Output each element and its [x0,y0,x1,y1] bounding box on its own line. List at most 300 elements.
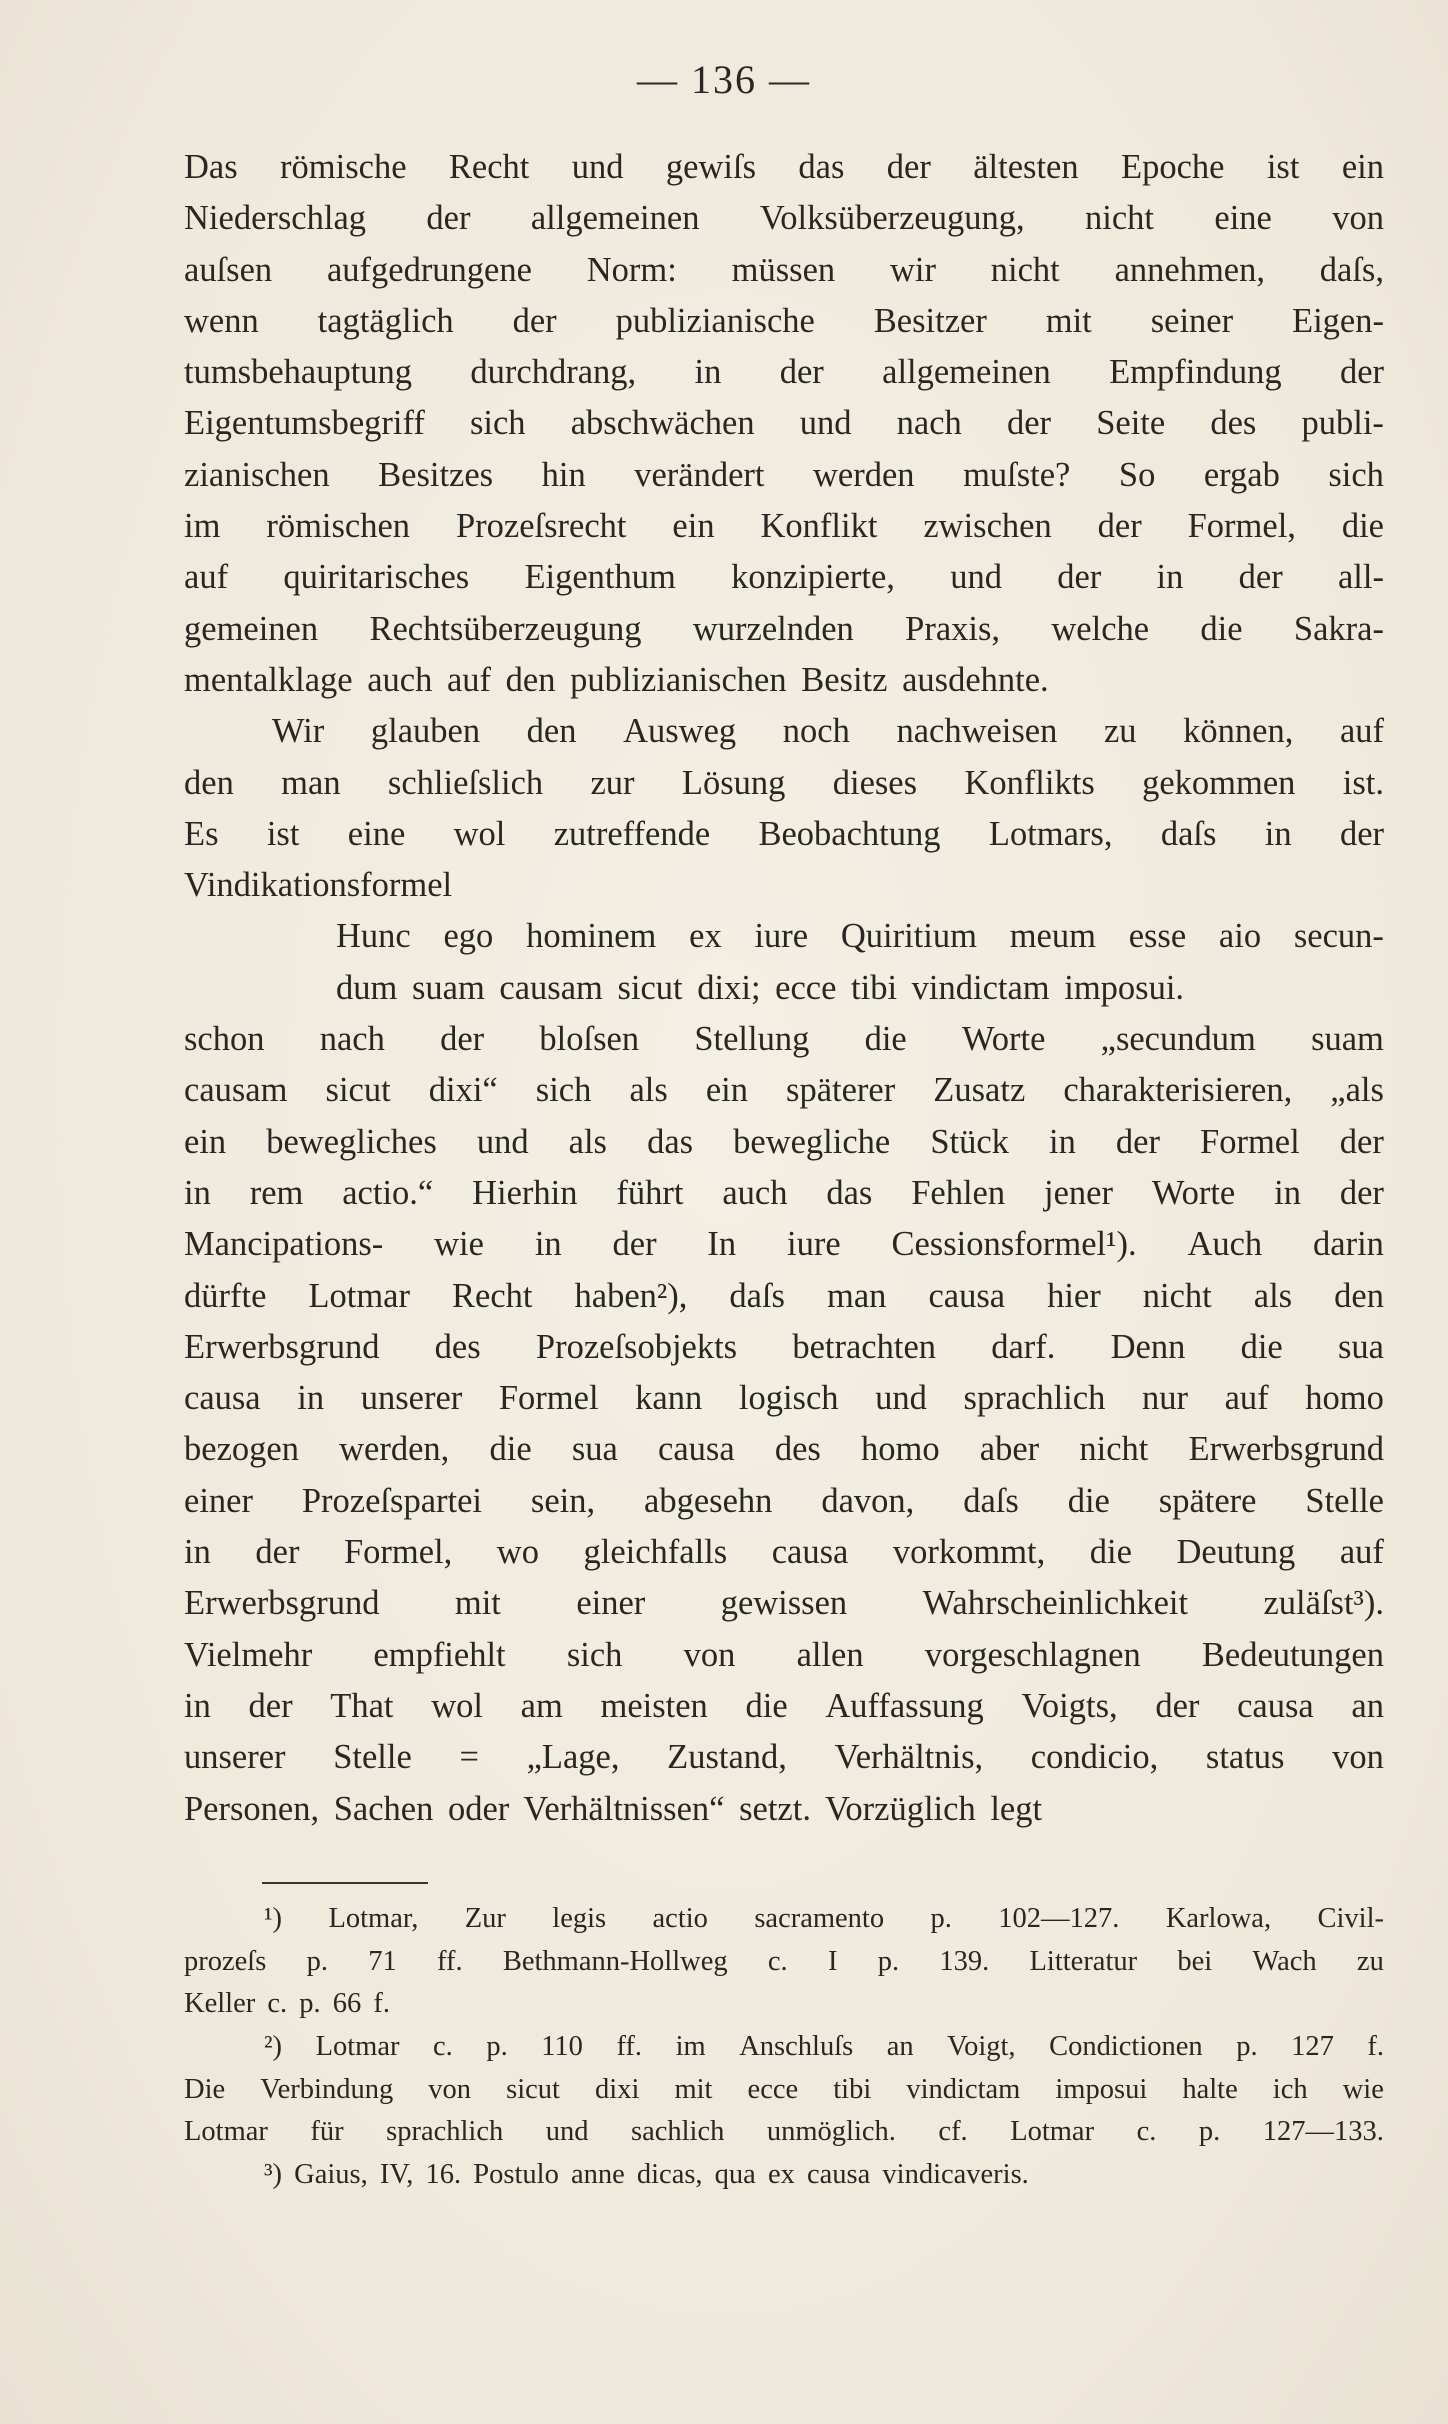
word: sich [535,1071,592,1110]
word: causa [1237,1686,1314,1725]
word: 71 [368,1945,397,1977]
word: causa [658,1430,735,1469]
word: empfiehlt [373,1635,506,1674]
word: bezogen [184,1430,299,1469]
word: sich [566,1635,623,1674]
word: sprachlich [386,2116,504,2148]
text-line [184,245,1384,296]
word: Lotmar [315,2031,400,2063]
word: gleichfalls [583,1533,728,1572]
word: ecce [747,2073,799,2105]
text-line [184,1732,1384,1783]
word: die [1067,1481,1110,1520]
footnote-line-content: ³) Gaius, IV, 16. Postulo anne dicas, qua ex causa vindicaveris. [264,2159,1029,2191]
text-line [184,1784,1384,1835]
word: der [1339,814,1384,853]
word: daſs, [1319,250,1384,289]
word: nicht [1079,1430,1149,1469]
word: wir [889,250,936,289]
word: zuläſst³). [1263,1584,1384,1623]
word: spätere [1158,1481,1257,1520]
word: müssen [731,250,836,289]
word: Recht [452,1276,533,1315]
word: in [1274,1173,1301,1212]
footnote-line [184,1941,1384,1984]
text-line [184,1322,1384,1373]
word: Vielmehr [184,1635,313,1674]
text-line [184,1271,1384,1322]
word: Bedeutungen [1201,1635,1384,1674]
word: Lotmars, [988,814,1113,853]
word: Formel [1200,1122,1300,1161]
word: ¹) [264,1903,283,1934]
word: ²) [264,2031,283,2063]
word: auſsen [184,250,273,289]
word: Wahrscheinlichkeit [922,1584,1189,1623]
word: sacramento [754,1903,885,1934]
word: p. [1236,2031,1258,2063]
footnote-line [184,2069,1384,2112]
word: causa [184,1379,261,1418]
word: Das [184,148,238,186]
word: sicut [506,2073,560,2105]
word: daſs [1160,814,1217,853]
word: mit [674,2073,713,2105]
text-line [184,1681,1384,1732]
word: 110 [541,2031,583,2063]
word: meum [1009,917,1096,956]
word: die [1200,609,1243,648]
word: wenn [184,301,259,340]
text-line [184,1219,1384,1270]
word: sein, [530,1481,596,1520]
word: der [1339,1173,1384,1212]
word: und [950,558,1002,597]
text-line [184,398,1384,449]
word: konzipierte, [731,558,895,597]
word: vorkommt, [892,1533,1046,1572]
word: Hierhin [472,1173,578,1212]
word: in [184,1686,211,1725]
word: halte [1182,2073,1238,2105]
word: in [1156,558,1184,597]
word: Sakra- [1293,609,1384,648]
word: Die [184,2073,226,2105]
word: werden, [339,1430,450,1469]
main-text [184,142,1384,1835]
word: die [864,1020,907,1059]
word: „secundum [1100,1020,1256,1059]
word: = [459,1738,479,1777]
word: Verbindung [260,2073,394,2105]
word: condicio, [1030,1738,1159,1777]
word: hier [1047,1276,1101,1315]
word: vindictam [906,2073,1021,2105]
word: führt [616,1173,684,1212]
word: verändert [634,455,765,494]
word: in [534,1225,562,1264]
word: Zur [464,1903,506,1934]
word: Praxis, [905,609,1001,648]
word: 139. [939,1945,990,1977]
word: Bethmann-Hollweg [502,1945,728,1977]
word: dixi“ [428,1071,498,1110]
page-number: — 136 — [637,57,811,102]
word: Besitzer [873,301,987,340]
word: Voigts, [1021,1686,1118,1725]
word: haben²), [574,1276,688,1315]
word: p. [877,1945,900,1977]
word: dürfte [184,1276,267,1315]
word: man [281,763,341,802]
word: der [1057,558,1102,597]
word: allgemeinen [530,199,700,238]
word: aufgedrungene [326,250,532,289]
word: homo [1305,1379,1384,1418]
word: Formel, [1187,507,1296,546]
word: in [1048,1122,1076,1161]
word: schlieſslich [387,763,544,802]
word: bewegliche [733,1122,891,1161]
word: nachweisen [896,712,1058,751]
word: sua [571,1430,618,1469]
word: logisch [738,1379,839,1418]
text-line-content: dum suam causam sicut dixi; ecce tibi vindictam imposui. [336,968,1185,1007]
word: Litteratur [1029,1945,1138,1977]
word: Prozeſspartei [301,1481,482,1520]
word: That [330,1686,394,1725]
word: Deutung [1176,1533,1296,1572]
word: p. [1198,2116,1221,2148]
word: werden [813,455,915,494]
word: Lotmar [184,2116,268,2148]
word: gewiſs [665,148,756,186]
word: aio [1218,917,1262,956]
word: sua [1337,1327,1384,1366]
word: zutreffende [553,814,711,853]
word: der [1339,353,1384,392]
word: allen [796,1635,864,1674]
word: Stelle [333,1738,412,1777]
word: esse [1128,917,1187,956]
word: wurzelnden [692,609,854,648]
word: der [248,1686,293,1725]
footnotes [184,1898,1384,2197]
text-line [184,142,1384,193]
word: am [520,1686,563,1725]
word: Auffassung [825,1686,984,1725]
word: publi- [1301,404,1384,443]
word: für [310,2116,344,2148]
word: unserer [184,1738,286,1777]
word: auf [184,558,229,597]
word: Auch [1187,1225,1263,1264]
word: actio [652,1903,708,1934]
word: Condictionen [1049,2031,1203,2063]
word: Es [184,814,219,853]
word: tumsbehauptung [184,353,413,392]
word: Ausweg [623,712,737,751]
word: Prozeſsobjekts [535,1327,738,1366]
word: sprachlich [963,1379,1106,1418]
word: eine [347,814,406,853]
word: in [184,1533,211,1572]
word: In [707,1225,737,1264]
word: von [1332,199,1384,238]
word: von [1332,1738,1384,1777]
word: und [545,2116,589,2148]
word: causam [184,1071,288,1110]
footnote-line-content: Keller c. p. 66 f. [184,1988,390,2020]
text-line [184,1630,1384,1681]
text-line [184,809,1384,860]
word: legis [552,1903,607,1934]
word: tibi [833,2073,872,2105]
text-line [184,552,1384,603]
word: status [1205,1738,1285,1777]
word: sich [1328,455,1384,494]
word: tagtäglich [317,301,454,340]
word: iure [754,917,809,956]
word: der [255,1533,300,1572]
word: ein [672,507,715,546]
word: c. [1136,2116,1157,2148]
word: sicut [325,1071,391,1110]
word: der [1238,558,1283,597]
footnote-line [184,2111,1384,2154]
word: die [1341,507,1384,546]
word: I [827,1945,838,1977]
word: charakterisieren, [1063,1071,1293,1110]
word: nur [1141,1379,1188,1418]
word: c. [767,1945,788,1977]
text-line [184,1424,1384,1475]
word: der [1006,404,1052,443]
word: der [440,1020,485,1059]
word: zianischen [184,455,330,494]
text-line [184,1065,1384,1116]
word: im [184,507,221,546]
word: rem [249,1173,304,1212]
word: Eigentumsbegriff [184,404,425,443]
word: wie [434,1225,484,1264]
word: des [1210,404,1257,443]
word: gewissen [720,1584,848,1623]
word: welche [1051,609,1150,648]
word: der [886,148,931,186]
word: als [568,1122,607,1161]
word: eine [1214,199,1272,238]
word: Fehlen [911,1173,1006,1212]
word: als [1253,1276,1293,1315]
text-line [184,911,1384,962]
word: seiner [1150,301,1234,340]
word: als [629,1071,668,1110]
word: darf. [991,1327,1056,1366]
word: wie [1342,2073,1384,2105]
word: Konflikt [760,507,878,546]
word: dixi [595,2073,640,2105]
word: der [779,353,824,392]
word: prozeſs [184,1945,267,1977]
word: allgemeinen [882,353,1051,392]
word: Beobachtung [758,814,941,853]
word: schon [184,1020,265,1059]
word: Volksüberzeugung, [759,199,1025,238]
word: hominem [526,917,657,956]
word: causa [928,1276,1006,1315]
word: können, [1183,712,1294,751]
word: von [428,2073,472,2105]
text-line [184,655,1384,706]
word: das [647,1122,694,1161]
word: dieses [832,763,918,802]
word: imposui [1055,2073,1148,2105]
word: in [297,1379,325,1418]
word: c. [433,2031,453,2063]
word: ff. [616,2031,643,2063]
word: ex [689,917,722,956]
word: Lotmar [308,1276,410,1315]
word: zu [1356,1945,1384,1977]
word: daſs [729,1276,785,1315]
word: von [683,1635,736,1674]
word: Niederschlag [184,199,367,238]
word: noch [782,712,850,751]
word: darin [1313,1225,1384,1264]
word: bei [1177,1945,1213,1977]
text-line [184,1578,1384,1629]
word: abgesehn [644,1481,773,1520]
word: ältesten [973,148,1079,186]
word: 127—133. [1262,2116,1384,2148]
word: abschwächen [570,404,755,443]
text-line [184,604,1384,655]
word: wol [453,814,506,853]
word: Konflikts [964,763,1095,802]
word: Stelle [1305,1481,1384,1520]
word: iure [787,1225,841,1264]
word: Formel [498,1379,599,1418]
word: gekommen [1142,763,1296,802]
word: homo [861,1430,940,1469]
footnote-line [184,2026,1384,2069]
word: einer [576,1584,646,1623]
word: in [184,1173,211,1212]
word: ergab [1203,455,1280,494]
word: man [827,1276,887,1315]
word: Stück [930,1122,1009,1161]
word: das [826,1173,873,1212]
text-line [184,758,1384,809]
word: Mancipations- [184,1225,384,1264]
word: unmöglich. [766,2116,896,2148]
word: secun- [1293,917,1384,956]
word: ist [1266,148,1300,186]
text-line [184,1168,1384,1219]
word: Zustand, [667,1738,787,1777]
word: und [571,148,624,186]
word: ist. [1342,763,1384,802]
word: Erwerbsgrund [1188,1430,1384,1469]
word: des [774,1430,821,1469]
word: in [1264,814,1292,853]
word: suam [1311,1020,1384,1059]
word: der [1115,1122,1160,1161]
word: Denn [1110,1327,1186,1366]
word: Rechtsüberzeugung [369,609,642,648]
word: Besitzes [378,455,494,494]
text-line-content: Vindikationsformel [184,866,453,905]
word: actio.“ [342,1173,434,1212]
word: davon, [821,1481,915,1520]
word: Recht [448,148,530,186]
text-line [184,1476,1384,1527]
word: späterer [786,1071,896,1110]
word: die [1089,1533,1132,1572]
word: p. [306,1945,328,1977]
word: Lösung [681,763,786,802]
word: auf [1224,1379,1269,1418]
word: im [675,2031,706,2063]
text-line [184,860,1384,911]
word: daſs [963,1481,1019,1520]
text-line [184,1014,1384,1065]
word: auf [1339,1533,1384,1572]
text-line [184,706,1384,757]
word: sich [469,404,526,443]
word: hin [541,455,586,494]
word: 102—127. [998,1903,1120,1934]
word: meisten [600,1686,708,1725]
word: muſste? [963,455,1071,494]
word: glauben [370,712,481,751]
word: Worte [1151,1173,1236,1212]
word: die [745,1686,788,1725]
word: jener [1043,1173,1113,1212]
word: Lotmar [1010,2116,1095,2148]
word: nicht [990,250,1060,289]
word: den [1334,1276,1384,1315]
word: nicht [1085,199,1154,238]
word: Voigt, [947,2031,1016,2063]
word: bewegliches [266,1122,437,1161]
text-line [184,296,1384,347]
word: an [1351,1686,1384,1725]
word: Seite [1096,404,1166,443]
footnote-line [184,1898,1384,1941]
word: in [694,353,722,392]
word: Eigenthum [524,558,676,597]
word: Erwerbsgrund [184,1584,380,1623]
word: auf [1339,712,1384,751]
word: p. [930,1903,952,1934]
word: Cessionsformel¹). [891,1225,1137,1264]
word: So [1118,455,1156,494]
word: Lotmar, [328,1903,419,1934]
word: Wir [272,712,325,751]
text-line [184,1527,1384,1578]
word: p. [486,2031,508,2063]
text-line [184,450,1384,501]
word: Epoche [1121,148,1225,186]
word: zur [590,763,635,802]
word: Wach [1252,1945,1317,1977]
word: den [526,712,577,751]
word: bloſsen [539,1020,640,1059]
word: durchdrang, [470,353,637,392]
footnote-line [184,1983,1384,2026]
